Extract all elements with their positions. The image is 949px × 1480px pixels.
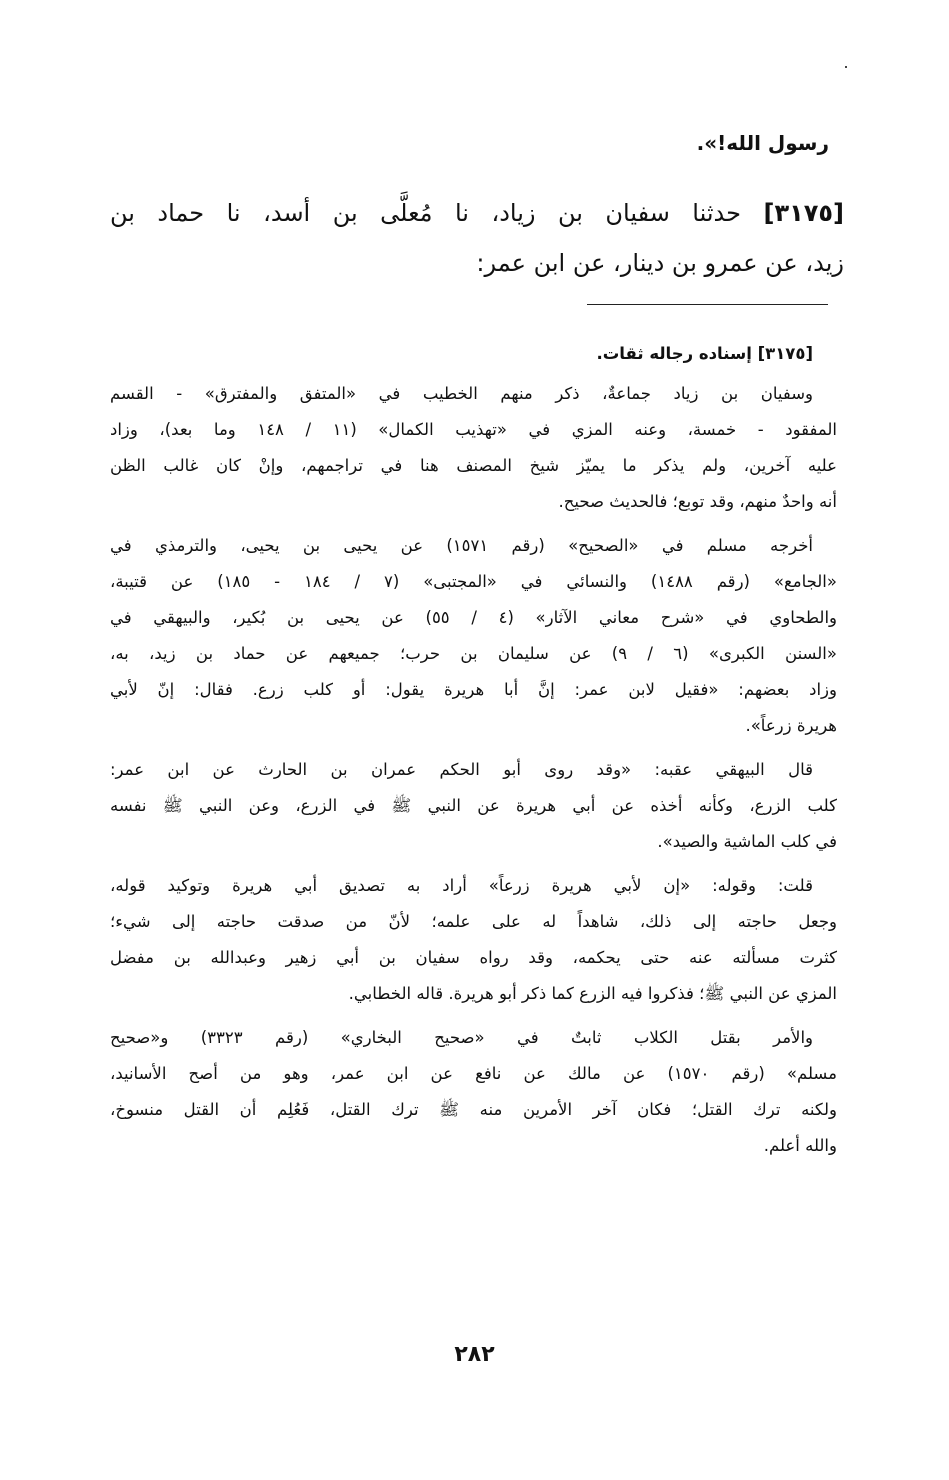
footnote-separator (587, 304, 828, 305)
hadith-line: [٣١٧٥] حدثنا سفيان بن زياد، نا مُعلَّى بن أسد، نا حماد بن (110, 199, 844, 227)
footnote-line: أنه واحدٌ منهم، وقد توبع؛ فالحديث صحيح. (558, 492, 837, 511)
footnote-line: في كلب الماشية والصيد». (657, 832, 837, 851)
scan-speck (845, 66, 847, 68)
footnote-line: عليه آخرين، ولم يذكر ما يميّز شيخ المصنف هنا في تراجمهم، وإنْ كان غالب الظن (110, 456, 837, 475)
footnote-line: قال البيهقي عقبه: «وقد روى أبو الحكم عمران بن الحارث عن ابن عمر: (110, 760, 813, 779)
footnote-line: كلب الزرع، وكأنه أخذه عن أبي هريرة عن النبي ﷺ في الزرع، وعن النبي ﷺ نفسه (110, 796, 837, 815)
footnote-line: المزي عن النبي ﷺ؛ فذكروا فيه الزرع كما ذكر أبو هريرة. قاله الخطابي. (348, 984, 837, 1003)
footnote-line: المفقود - خمسة، وعنه المزي في «تهذيب الكمال» (١١ / ١٤٨ وما بعد)، وزاد (110, 420, 837, 439)
footnote-line: كثرت مسألته عنه حتى يحكمه، وقد رواه سفيان بن أبي زهير وعبدالله بن مفضل (110, 948, 837, 967)
footnote-line: أخرجه مسلم في «الصحيح» (رقم ١٥٧١) عن يحيى بن يحيى، والترمذي في (110, 536, 813, 555)
footnote-paragraph (110, 1020, 837, 1164)
page-number: ٢٨٢ (454, 1342, 495, 1367)
main-top-line: رسول الله!». (696, 131, 829, 155)
footnote-line: قلت: وقوله: «إن لأبي هريرة زرعاً» أراد به تصديق أبي هريرة وتوكيد قوله، (110, 876, 813, 895)
hadith-line: زيد، عن عمرو بن دينار، عن ابن عمر: (476, 249, 844, 277)
footnote-line: وزاد بعضهم: «فقيل لابن عمر: إنَّ أبا هريرة يقول: أو كلب زرع. فقال: إنّ لأبي (110, 680, 837, 699)
footnote-paragraph (110, 376, 837, 520)
footnote-line: «السنن الكبرى» (٦ / ٩) عن سليمان بن حرب؛ جميعهم عن حماد بن زيد، به، (110, 644, 837, 663)
footnotes (110, 336, 837, 1172)
footnote-line: ولكنه ترك القتل؛ فكان آخر الأمرين منه ﷺ ترك القتل، فَعُلِم أن القتل منسوخ، (110, 1100, 837, 1119)
footnote-line: هريرة زرعاً». (745, 716, 837, 735)
footnote-heading: [٣١٧٥] إسناده رجاله ثقات. (596, 344, 813, 363)
footnote-line: «الجامع» (رقم ١٤٨٨) والنسائي في «المجتبى» (٧ / ١٨٤ - ١٨٥) عن قتيبة، (110, 572, 837, 591)
footnote-line: وجعل حاجته إلى ذلك، شاهداً له على علمه؛ لأنّ من صدقت حاجته إلى شيء؛ (110, 912, 837, 931)
footnote-paragraph (110, 528, 837, 744)
hadith-number: [٣١٧٥] (763, 199, 844, 227)
hadith-text (110, 188, 844, 288)
footnote-line: والأمر بقتل الكلاب ثابتٌ في «صحيح البخاري» (رقم ٣٣٢٣) و«صحيح (110, 1028, 813, 1047)
footnote-paragraph (110, 868, 837, 1012)
footnote-line: وسفيان بن زياد جماعةٌ، ذكر منهم الخطيب في «المتفق والمفترق» - القسم (110, 384, 813, 403)
footnote-line: والطحاوي في «شرح معاني الآثار» (٤ / ٥٥) عن يحيى بن بُكير، والبيهقي في (110, 608, 837, 627)
footnote-line: والله أعلم. (763, 1136, 837, 1155)
footnote-paragraph (110, 752, 837, 860)
footnote-line: مسلم» (رقم ١٥٧٠) عن مالك عن نافع عن ابن عمر، وهو من أصح الأسانيد، (110, 1064, 837, 1083)
